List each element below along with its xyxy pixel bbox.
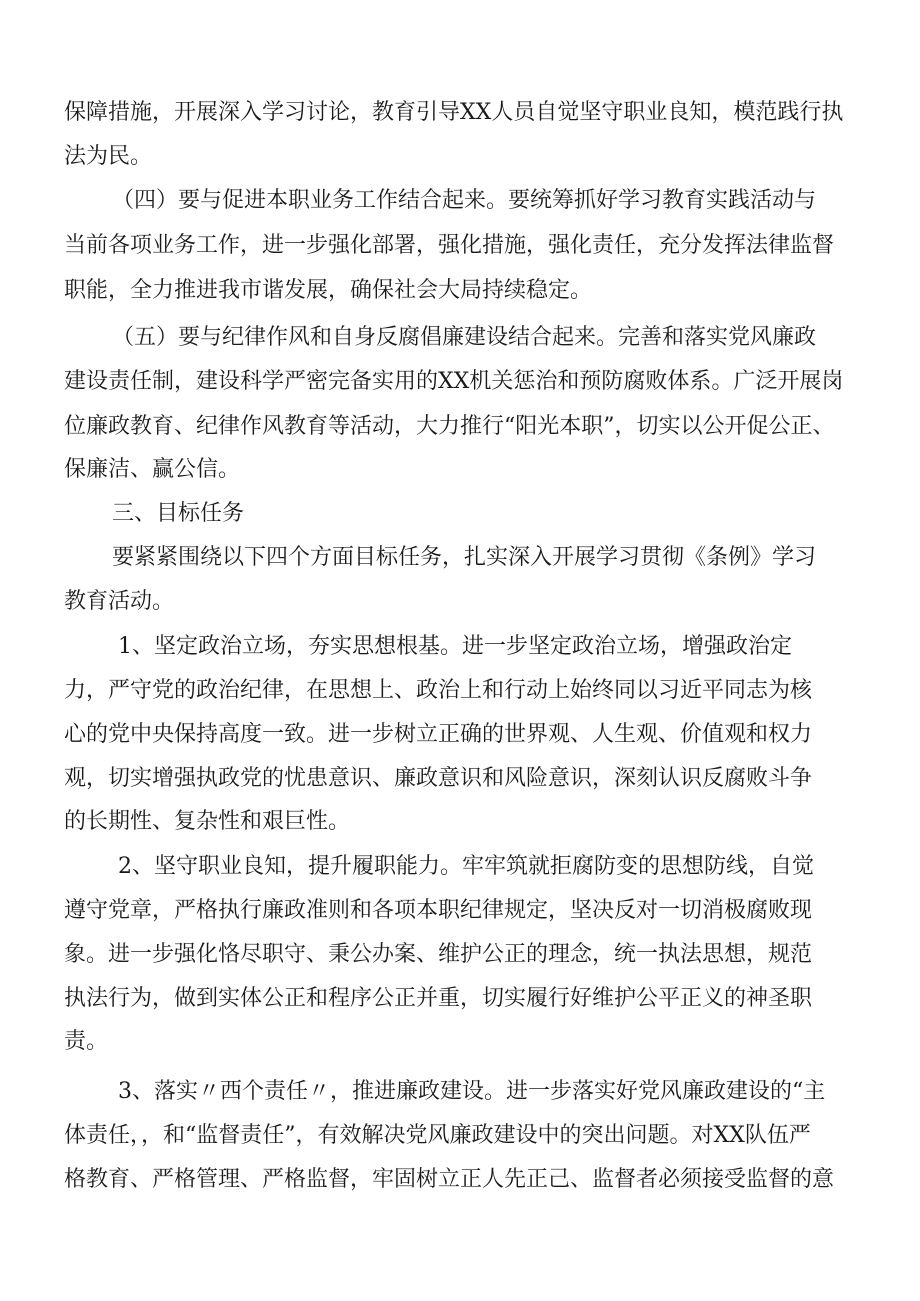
text-line: （五）要与纪律作风和自身反腐倡廉建设结合起来。完善和落实党风廉政 [112, 325, 817, 350]
text-line: 教育活动。 [64, 589, 175, 614]
text-line: 执法行为，做到实体公正和程序公正并重，切实履行好维护公平正义的神圣职 [64, 986, 813, 1011]
text-line: 遵守党章，严格执行廉政准则和各项本职纪律规定，坚决反对一切消极腐败现 [64, 898, 813, 923]
text-line: 象。进一步强化恪尽职守、秉公办案、维护公正的理念，统一执法思想，规范 [64, 942, 813, 967]
text-line: 要紧紧围绕以下四个方面目标任务，扎实深入开展学习贯彻《条例》学习 [112, 545, 817, 570]
text-line: 责。 [64, 1029, 109, 1054]
text-line: 保廉洁、赢公信。 [64, 457, 241, 482]
text-line: 体责任，，和“监督责任”，有效解决党风廉政建设中的突出问题。对XX队伍严 [64, 1123, 811, 1148]
text-line: 当前各项业务工作，进一步强化部署，强化措施，强化责任，充分发挥法律监督 [64, 233, 835, 258]
text-line: 3、落实〃西个责任〃，推进廉政建设。进一步落实好党风廉政建设的“主 [118, 1079, 826, 1104]
text-line: 格教育、严格管理、严格监督，牢固树立正人先正己、监督者必须接受监督的意 [64, 1167, 835, 1192]
text-line: 保障措施，开展深入学习讨论，教育引导XX人员自觉坚守职业良知，模范践行执 [64, 100, 844, 125]
text-line: 观，切实增强执政党的忧患意识、廉政意识和风险意识，深刻认识反腐败斗争 [64, 766, 813, 791]
text-line: 1、坚定政治立场，夯实思想根基。进一步坚定政治立场，增强政治定 [118, 634, 792, 659]
text-line: 位廉政教育、纪律作风教育等活动，大力推行“阳光本职”，切实以公开促公正、 [64, 414, 835, 439]
text-line: 法为民。 [64, 144, 153, 169]
text-line: （四）要与促进本职业务工作结合起来。要统筹抓好学习教育实践活动与 [112, 188, 817, 213]
text-line: 2、坚守职业良知，提升履职能力。牢牢筑就拒腐防变的思想防线，自觉 [118, 854, 814, 879]
text-line: 职能，全力推进我市谐发展，确保社会大局持续稳定。 [64, 278, 593, 303]
text-line: 心的党中央保持高度一致。进一步树立正确的世界观、人生观、价值观和权力 [64, 722, 813, 747]
section-heading: 三、目标任务 [112, 501, 245, 526]
text-line: 力，严守党的政治纪律，在思想上、政治上和行动上始终同以习近平同志为核 [64, 678, 813, 703]
text-line: 的长期性、复杂性和艰巨性。 [64, 809, 351, 834]
text-line: 建设责任制，建设科学严密完备实用的XX机关惩治和预防腐败体系。广泛开展岗 [64, 369, 844, 394]
